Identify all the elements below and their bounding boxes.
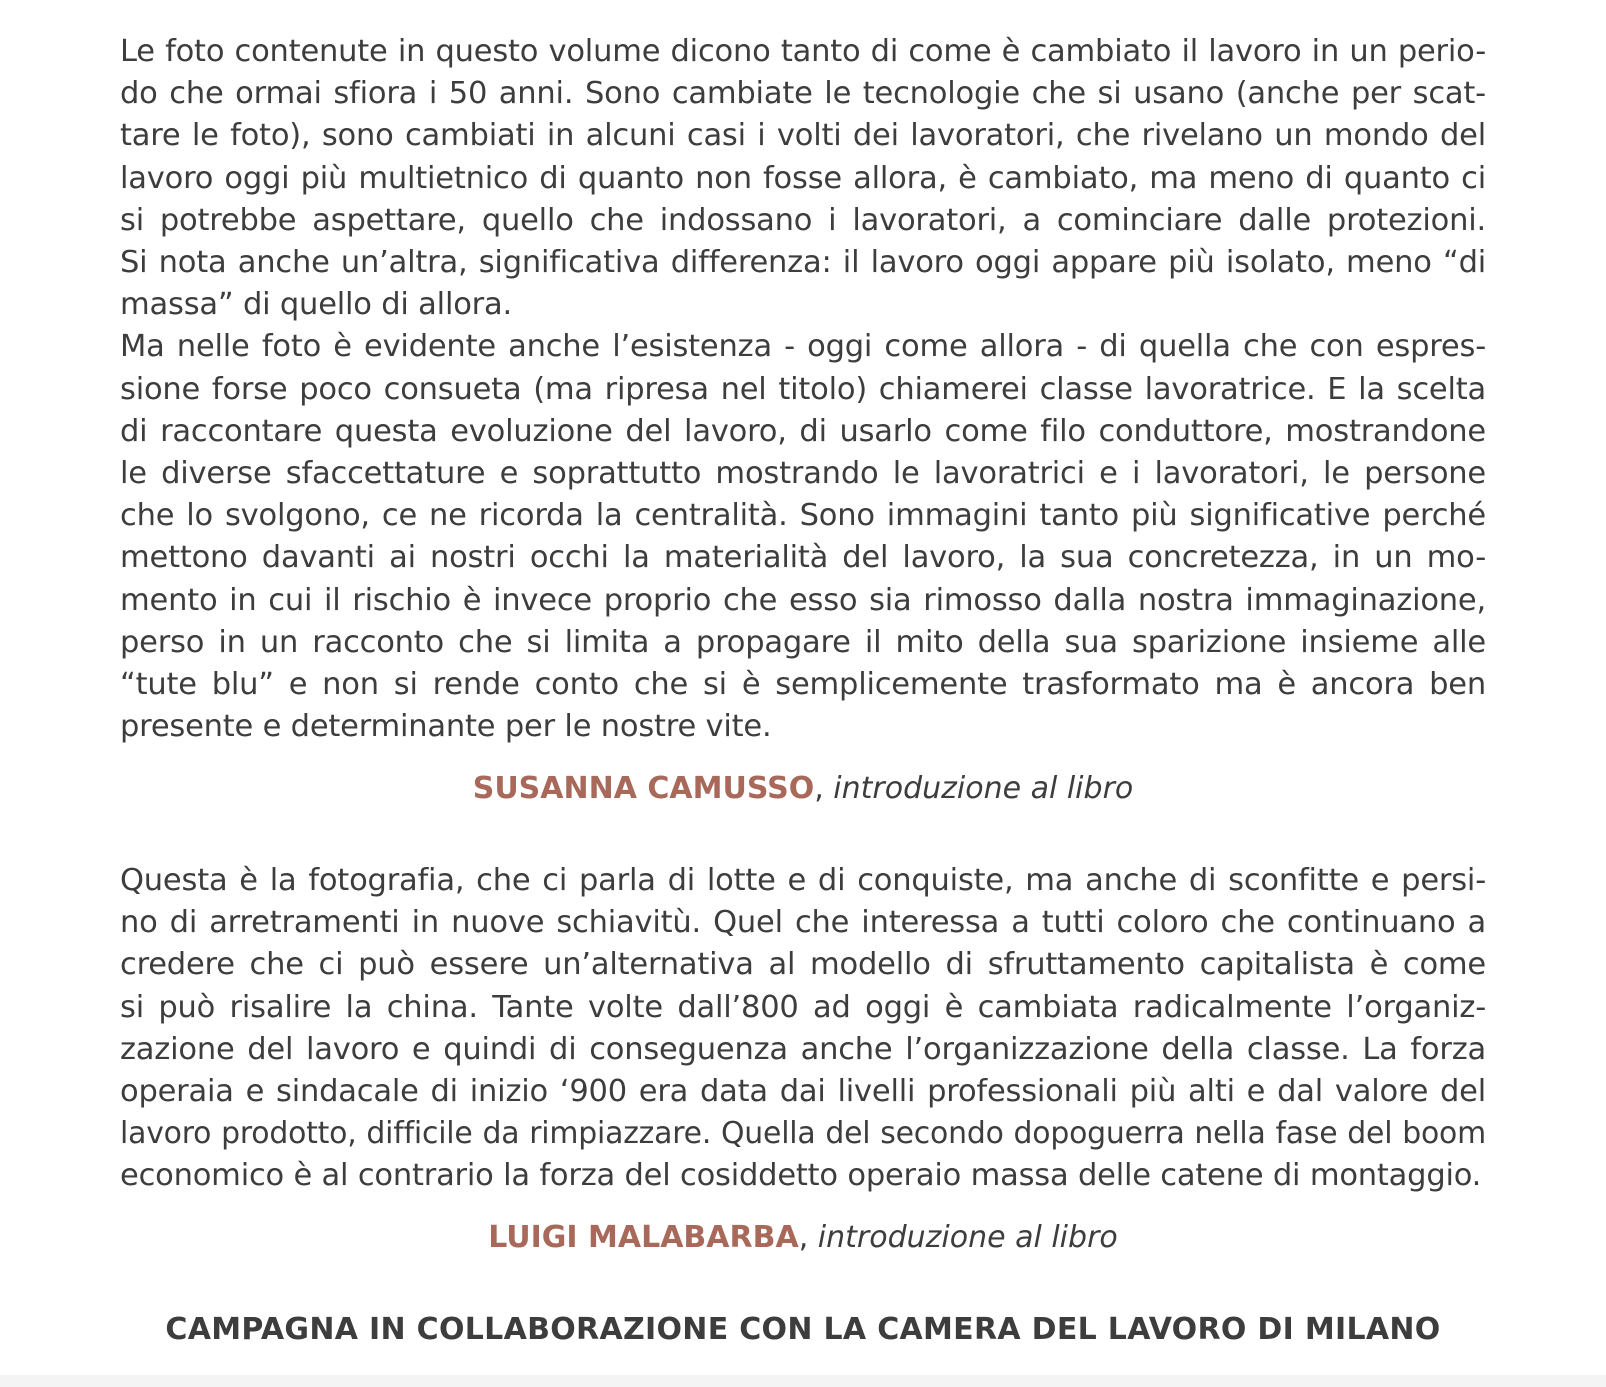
text-line: perso in un racconto che si limita a propagare il mito della sua sparizione insieme alle bbox=[120, 624, 1486, 660]
text-line: “tute blu” e non si rende conto che si è semplicemente trasformato ma è ancora ben bbox=[120, 667, 1486, 703]
text-line: Questa è la fotografia, che ci parla di lotte e di conquiste, ma anche di sconfitte e persi- bbox=[120, 863, 1486, 898]
quote-camusso bbox=[120, 31, 1486, 748]
text-line: si potrebbe aspettare, quello che indossano i lavoratori, a cominciare dalle protezioni. bbox=[120, 202, 1486, 238]
author-name: SUSANNA CAMUSSO bbox=[472, 771, 815, 806]
bottom-strip bbox=[0, 1375, 1606, 1387]
attribution-separator: , bbox=[814, 771, 824, 806]
text-line: economico è al contrario la forza del cosiddetto operaio massa delle catene di montaggio. bbox=[120, 1158, 1482, 1194]
text-line: si può risalire la china. Tante volte dall’800 ad oggi è cambiata radicalmente l’organiz- bbox=[120, 989, 1486, 1025]
text-line: le diverse sfaccettature e soprattutto mostrando le lavoratrici e i lavoratori, le persone bbox=[120, 456, 1486, 492]
campaign-footer: CAMPAGNA IN COLLABORAZIONE CON LA CAMERA DEL LAVORO DI MILANO bbox=[165, 1312, 1441, 1347]
quote-malabarba bbox=[120, 860, 1486, 1198]
text-line: sione forse poco consueta (ma ripresa nel titolo) chiamerei classe lavoratrice. E la scelta bbox=[120, 371, 1486, 407]
text-line: di raccontare questa evoluzione del lavoro, di usarlo come filo conduttore, mostrandone bbox=[120, 413, 1486, 449]
text-line: massa” di quello di allora. bbox=[120, 287, 513, 323]
quote-malabarba-text bbox=[120, 860, 1486, 1198]
text-line: zazione del lavoro e quindi di conseguenza anche l’organizzazione della classe. La forza bbox=[120, 1031, 1486, 1067]
attribution-camusso bbox=[0, 769, 1606, 809]
author-role: introduzione al libro bbox=[817, 1220, 1118, 1255]
text-line: lavoro oggi più multietnico di quanto non fosse allora, è cambiato, ma meno di quanto ci bbox=[120, 160, 1486, 196]
text-line: mento in cui il rischio è invece proprio che esso sia rimosso dalla nostra immaginazione, bbox=[120, 582, 1486, 618]
attribution-separator: , bbox=[798, 1220, 809, 1255]
attribution-malabarba bbox=[0, 1218, 1606, 1258]
text-line: credere che ci può essere un’alternativa al modello di sfruttamento capitalista è come bbox=[120, 947, 1486, 983]
text-line: no di arretramenti in nuove schiavitù. Quel che interessa a tutti coloro che continuano a bbox=[120, 905, 1486, 941]
text-line: Si nota anche un’altra, significativa differenza: il lavoro oggi appare più isolato, meno “di bbox=[120, 245, 1486, 281]
author-role: introduzione al libro bbox=[833, 771, 1134, 806]
text-line: che lo svolgono, ce ne ricorda la centralità. Sono immagini tanto più significative perché bbox=[120, 498, 1486, 534]
text-line: Le foto contenute in questo volume dicono tanto di come è cambiato il lavoro in un perio- bbox=[120, 34, 1486, 69]
author-name: LUIGI MALABARBA bbox=[488, 1220, 799, 1255]
quote-camusso-text bbox=[120, 31, 1486, 748]
text-line: lavoro prodotto, difficile da rimpiazzare. Quella del secondo dopoguerra nella fase del boom bbox=[120, 1116, 1486, 1152]
text-line: do che ormai sfiora i 50 anni. Sono cambiate le tecnologie che si usano (anche per scat- bbox=[120, 76, 1486, 112]
text-line: operaia e sindacale di inizio ‘900 era data dai livelli professionali più alti e dal valore del bbox=[120, 1074, 1486, 1110]
text-line: mettono davanti ai nostri occhi la materialità del lavoro, la sua concretezza, in un mo- bbox=[120, 540, 1486, 576]
text-line: tare le foto), sono cambiati in alcuni casi i volti dei lavoratori, che rivelano un mondo del bbox=[120, 118, 1486, 154]
text-line: Ma nelle foto è evidente anche l’esistenza - oggi come allora - di quella che con espres- bbox=[120, 329, 1486, 365]
text-line: presente e determinante per le nostre vite. bbox=[120, 709, 772, 745]
